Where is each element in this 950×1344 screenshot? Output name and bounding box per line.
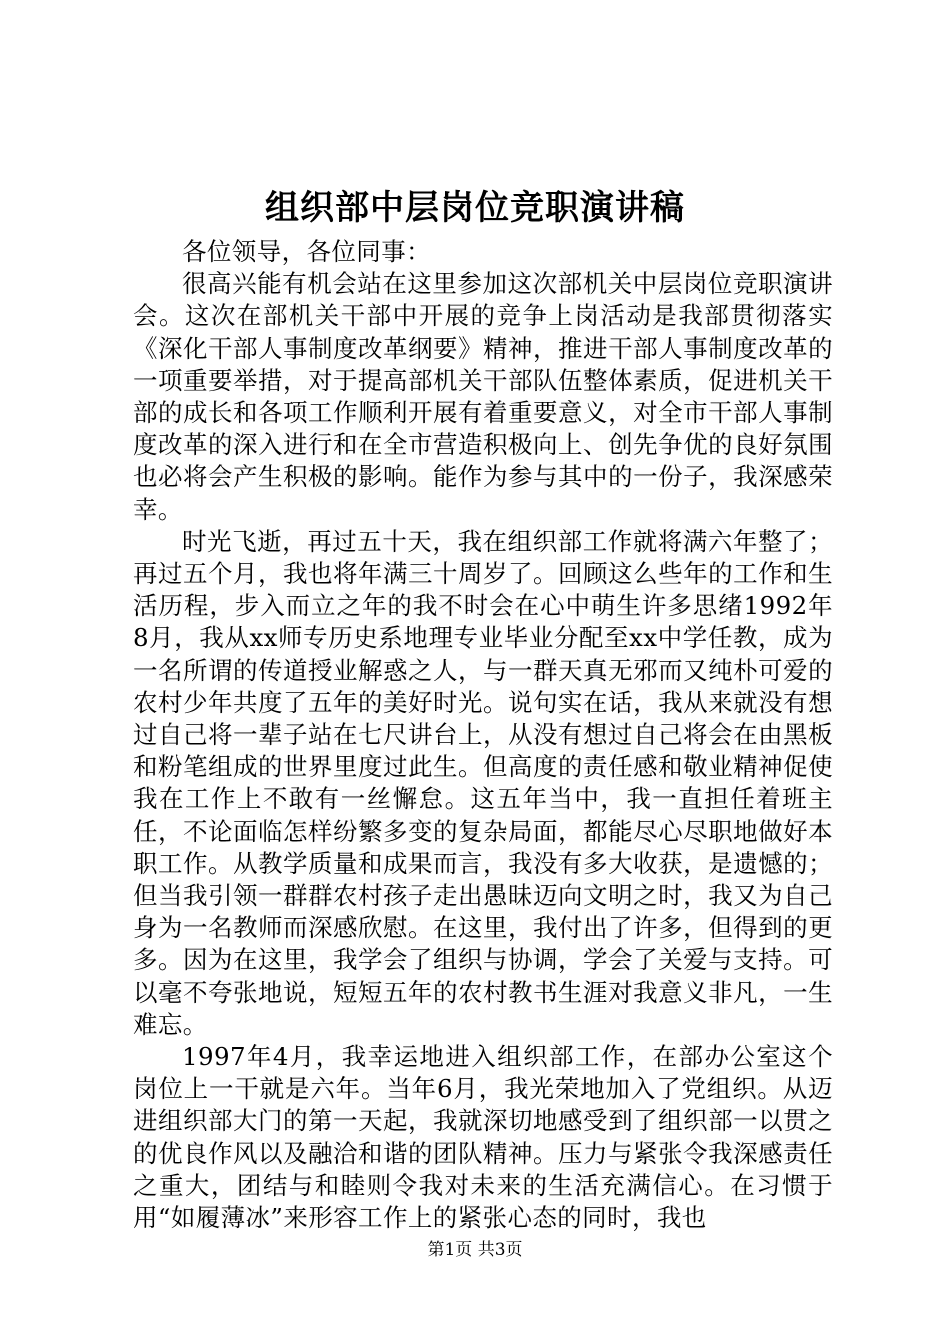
document-body — [133, 236, 833, 1234]
paragraph: 很高兴能有机会站在这里参加这次部机关中层岗位竞职演讲会。这次在部机关干部中开展的竞争上岗活动是我部贯彻落实《深化干部人事制度改革纲要》精神，推进干部人事制度改革的一项重要举措，对于提高部机关干部队伍整体素质，促进机关干部的成长和各项工作顺利开展有着重要意义，对全市干部人事制度改革的深入进行和在全市营造积极向上、创先争优的良好氛围也必将会产生积极的影响。能作为参与其中的一份子，我深感荣幸。 — [133, 269, 833, 524]
paragraph: 时光飞逝，再过五十天，我在组织部工作就将满六年整了；再过五个月，我也将年满三十周岁了。回顾这么些年的工作和生活历程，步入而立之年的我不时会在心中萌生许多思绪1992年8月，我从xx师专历史系地理专业毕业分配至xx中学任教，成为一名所谓的传道授业解惑之人，与一群天真无邪而又纯朴可爱的农村少年共度了五年的美好时光。说句实在话，我从来就没有想过自己将一辈子站在七尺讲台上，从没有想过自己将会在由黑板和粉笔组成的世界里度过此生。但高度的责任感和敬业精神促使我在工作上不敢有一丝懈怠。这五年当中，我一直担任着班主任，不论面临怎样纷繁多变的复杂局面，都能尽心尽职地做好本职工作。从教学质量和成果而言，我没有多大收获，是遗憾的；但当我引领一群群农村孩子走出愚昧迈向文明之时，我又为自己身为一名教师而深感欣慰。在这里，我付出了许多，但得到的更多。因为在这里，我学会了组织与协调，学会了关爱与支持。可以毫不夸张地说，短短五年的农村教书生涯对我意义非凡，一生难忘。 — [133, 526, 833, 1039]
salutation: 各位领导，各位同事： — [182, 237, 431, 266]
document-title: 组织部中层岗位竞职演讲稿 — [265, 188, 685, 228]
page-footer: 第1页 共3页 — [427, 1240, 523, 1260]
paragraph: 1997年4月，我幸运地进入组织部工作，在部办公室这个岗位上一干就是六年。当年6月，我光荣地加入了党组织。从迈进组织部大门的第一天起，我就深切地感受到了组织部一以贯之的优良作风以及融洽和谐的团队精神。压力与紧张令我深感责任之重大，团结与和睦则令我对未来的生活充满信心。在习惯于用“如履薄冰”来形容工作上的紧张心态的同时，我也 — [133, 1042, 833, 1233]
